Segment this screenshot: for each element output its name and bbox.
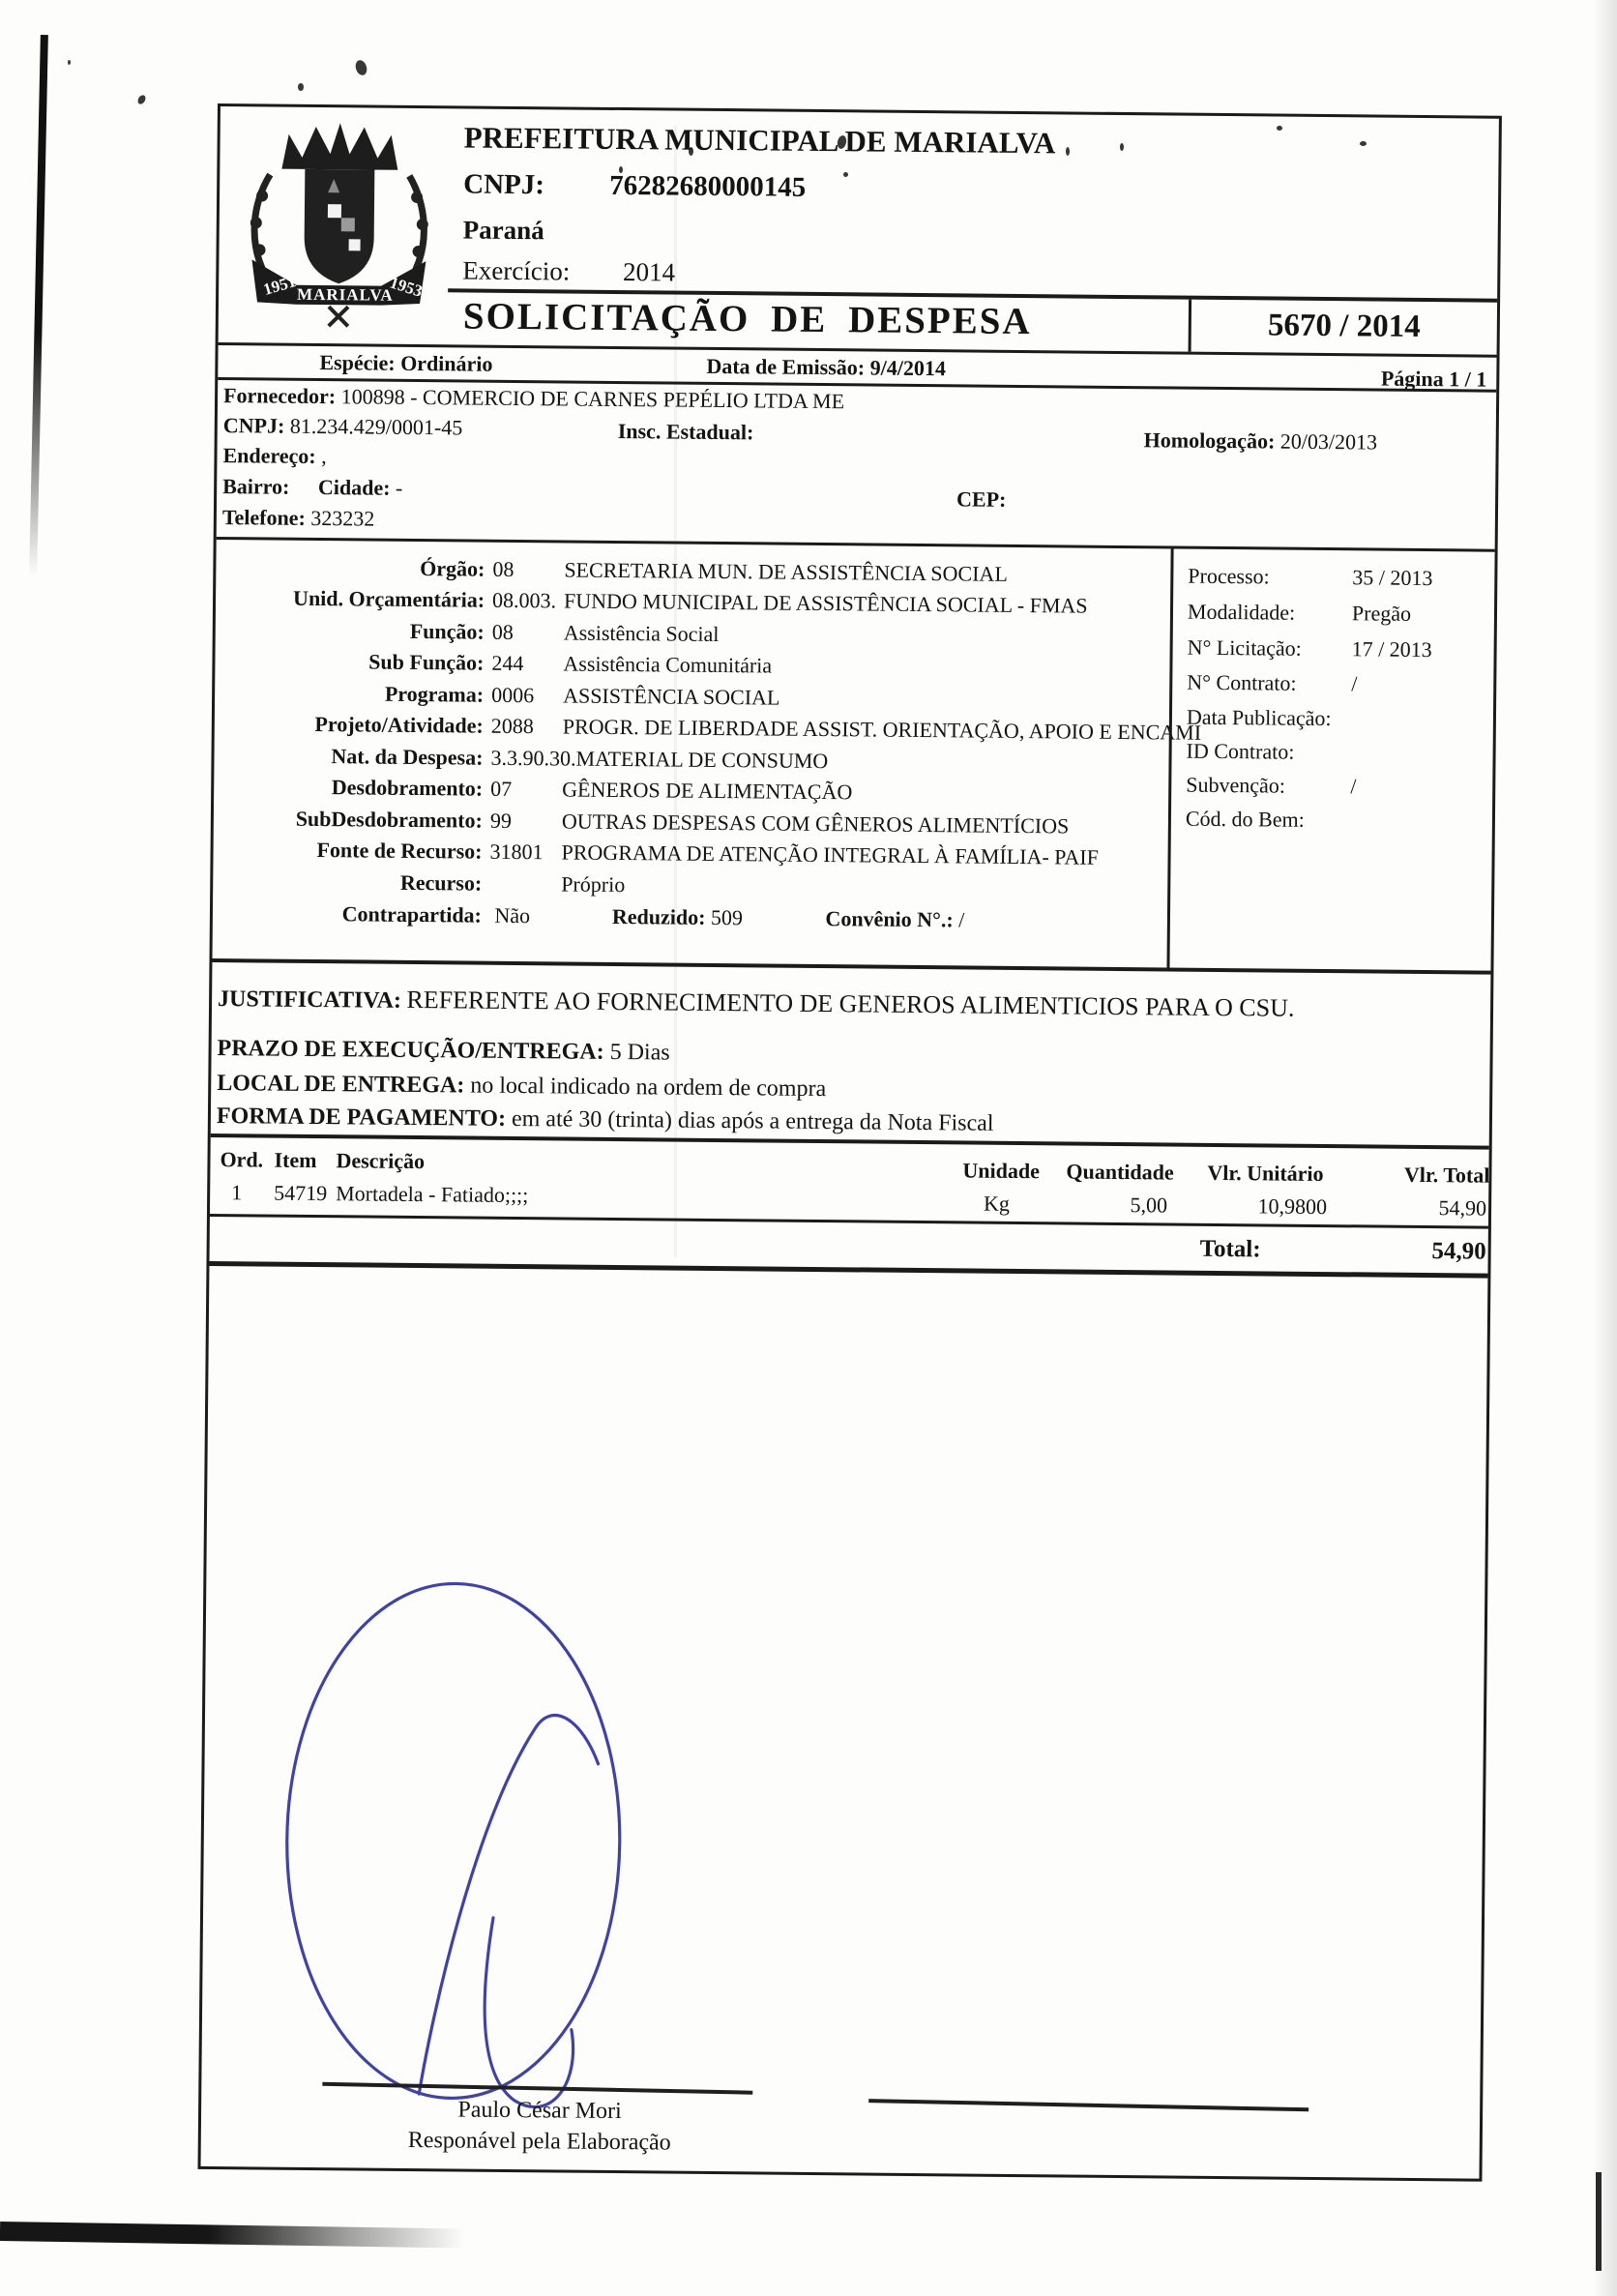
justificativa-value: REFERENTE AO FORNECIMENTO DE GENEROS ALIMENTICIOS PARA O CSU. xyxy=(406,985,1295,1022)
telefone xyxy=(222,505,375,532)
process-row: Processo: 35 / 2013 xyxy=(1188,563,1433,591)
budget-row: Unid. Orçamentária: 08.003. FUNDO MUNICIPAL DE ASSISTÊNCIA SOCIAL - FMAS xyxy=(293,585,1088,618)
justificativa-label: JUSTIFICATIVA: xyxy=(217,986,402,1014)
exercise-line xyxy=(462,255,675,287)
col-unidade: Unidade xyxy=(962,1158,1041,1184)
emission-label: Data de Emissão: xyxy=(706,353,866,380)
org-cnpj-label: CNPJ: xyxy=(463,168,545,201)
col-ord: Ord. xyxy=(220,1147,264,1172)
expense-request-form xyxy=(197,103,1501,2182)
item-vlr-total: 54,90 xyxy=(1438,1195,1487,1221)
pagamento-value: em até 30 (trinta) dias após a entrega da Nota Fiscal xyxy=(511,1105,994,1136)
process-row: N° Contrato: / xyxy=(1187,669,1358,696)
contrapartida-value: Não xyxy=(494,902,531,928)
page-indicator: Página 1 / 1 xyxy=(1380,366,1487,392)
budget-row: SubDesdobramento: 99 OUTRAS DESPESAS COM GÊNEROS ALIMENTÍCIOS xyxy=(295,806,1070,839)
scan-edge-bar xyxy=(29,35,48,576)
item-ord: 1 xyxy=(231,1180,243,1205)
bairro-cidade xyxy=(222,474,402,501)
cidade-label: Cidade: xyxy=(317,475,391,500)
items-table xyxy=(209,1137,1488,1279)
homologacao-label: Homologação: xyxy=(1143,427,1276,454)
process-row: Data Publicação: xyxy=(1186,704,1332,731)
cidade-value: - xyxy=(395,475,403,500)
signature-line-right xyxy=(868,2099,1308,2111)
local-label: LOCAL DE ENTREGA: xyxy=(217,1071,465,1099)
svg-text:MARIALVA: MARIALVA xyxy=(297,284,394,305)
cep-label: CEP: xyxy=(956,486,1007,512)
supplier-cnpj-label: CNPJ: xyxy=(222,413,285,438)
process-box xyxy=(1166,548,1494,970)
col-item: Item xyxy=(274,1147,317,1173)
process-row: Subvenção: / xyxy=(1186,772,1357,799)
item-quantidade: 5,00 xyxy=(1130,1192,1168,1218)
exercise-label: Exercício: xyxy=(462,255,571,286)
ink-speck xyxy=(136,94,147,105)
budget-row: Programa: 0006 ASSISTÊNCIA SOCIAL xyxy=(384,681,780,710)
handwritten-signature xyxy=(259,1573,652,2157)
supplier-section xyxy=(217,377,1497,552)
supplier-line xyxy=(223,383,844,414)
endereco-label: Endereço: xyxy=(222,443,316,468)
process-row: Modalidade: Pregão xyxy=(1187,599,1412,626)
convenio-value: / xyxy=(958,907,965,932)
item-code: 54719 xyxy=(274,1180,328,1206)
emission-date xyxy=(706,354,946,381)
supplier-cnpj xyxy=(223,413,463,440)
reduzido-value: 509 xyxy=(710,904,744,930)
col-quantidade: Quantidade xyxy=(1066,1159,1174,1185)
telefone-value: 323232 xyxy=(310,505,375,531)
homologacao xyxy=(1144,427,1378,455)
ink-speck xyxy=(68,60,71,65)
exercise-value: 2014 xyxy=(622,257,676,287)
col-vlr-unitario: Vlr. Unitário xyxy=(1207,1160,1324,1187)
signer-role: Responável pela Elaboração xyxy=(407,2127,671,2156)
emission-value: 9/4/2014 xyxy=(869,355,947,381)
process-row: Cód. do Bem: xyxy=(1185,806,1305,832)
homologacao-value: 20/03/2013 xyxy=(1279,428,1378,455)
item-vlr-unitario: 10,9800 xyxy=(1257,1193,1328,1220)
endereco-value: , xyxy=(321,444,327,469)
col-vlr-total: Vlr. Total xyxy=(1403,1162,1490,1188)
process-row: ID Contrato: xyxy=(1186,738,1295,764)
budget-row: Projeto/Atividade: 2088 PROGR. DE LIBERDADE ASSIST. ORIENTAÇÃO, APOIO E ENCAMI xyxy=(314,711,1202,745)
prazo xyxy=(217,1036,669,1066)
endereco xyxy=(222,443,326,469)
fornecedor-label: Fornecedor: xyxy=(222,383,337,409)
scan-edge-mark xyxy=(1596,2172,1602,2271)
item-desc: Mortadela - Fatiado;;;; xyxy=(336,1181,529,1208)
item-unidade: Kg xyxy=(984,1191,1011,1216)
budget-row: Recurso: Próprio xyxy=(399,869,626,898)
org-state: Paraná xyxy=(462,215,544,246)
local-entrega xyxy=(217,1071,826,1103)
insc-estadual-label: Insc. Estadual: xyxy=(617,418,754,445)
telefone-label: Telefone: xyxy=(221,505,306,530)
justificativa xyxy=(218,984,1295,1023)
budget-row: Fonte de Recurso: 31801 PROGRAMA DE ATENÇÃO INTEGRAL À FAMÍLIA- PAIF xyxy=(316,838,1100,869)
budget-row: Desdobramento: 07 GÊNEROS DE ALIMENTAÇÃO xyxy=(331,775,853,805)
scan-shadow-strip xyxy=(0,2222,464,2249)
org-cnpj-value: 76282680000145 xyxy=(609,169,807,203)
total-value: 54,90 xyxy=(1431,1238,1486,1265)
signer-name: Paulo César Mori xyxy=(457,2097,622,2125)
total-label: Total: xyxy=(1199,1235,1261,1263)
budget-row: Sub Função: 244 Assistência Comunitária xyxy=(368,649,773,678)
reduzido-label: Reduzido: xyxy=(611,903,706,929)
terms-section xyxy=(211,962,1491,1150)
especie-value: Ordinário xyxy=(400,350,493,376)
especie xyxy=(319,350,492,377)
document-title: SOLICITAÇÃO DE DESPESA xyxy=(462,295,1032,343)
convenio-label: Convênio N°.: xyxy=(825,906,954,932)
local-value: no local indicado na ordem de compra xyxy=(470,1073,827,1103)
bairro-label: Bairro: xyxy=(222,474,290,499)
prazo-value: 5 Dias xyxy=(609,1039,670,1066)
col-descricao: Descrição xyxy=(336,1148,426,1174)
org-cnpj-line xyxy=(463,168,806,203)
ink-speck xyxy=(354,59,368,77)
process-row: N° Licitação: 17 / 2013 xyxy=(1187,634,1432,662)
especie-label: Espécie: xyxy=(319,350,396,375)
svg-text:1951: 1951 xyxy=(261,272,299,299)
ink-speck xyxy=(298,83,304,91)
prazo-label: PRAZO DE EXECUÇÃO/ENTREGA: xyxy=(217,1036,604,1065)
org-name: PREFEITURA MUNICIPAL DE MARIALVA xyxy=(463,120,1056,161)
budget-section xyxy=(212,540,1494,975)
svg-text:1953: 1953 xyxy=(387,273,425,301)
fornecedor-value: 100898 - COMERCIO DE CARNES PEPÉLIO LTDA ME xyxy=(340,384,845,414)
budget-row: Órgão: 08 SECRETARIA MUN. DE ASSISTÊNCIA SOCIAL xyxy=(420,556,1008,586)
contrapartida-label: Contrapartida: xyxy=(341,901,483,927)
forma-pagamento xyxy=(217,1104,994,1137)
contrapartida-row xyxy=(219,900,1164,938)
document-number: 5670 / 2014 xyxy=(1189,300,1498,355)
supplier-cnpj-value: 81.234.429/0001-45 xyxy=(289,413,463,440)
budget-row: Nat. da Despesa: 3.3.90.30.MATERIAL DE CONSUMO xyxy=(331,744,829,774)
budget-row: Função: 08 Assistência Social xyxy=(409,618,720,647)
pagamento-label: FORMA DE PAGAMENTO: xyxy=(216,1104,507,1132)
